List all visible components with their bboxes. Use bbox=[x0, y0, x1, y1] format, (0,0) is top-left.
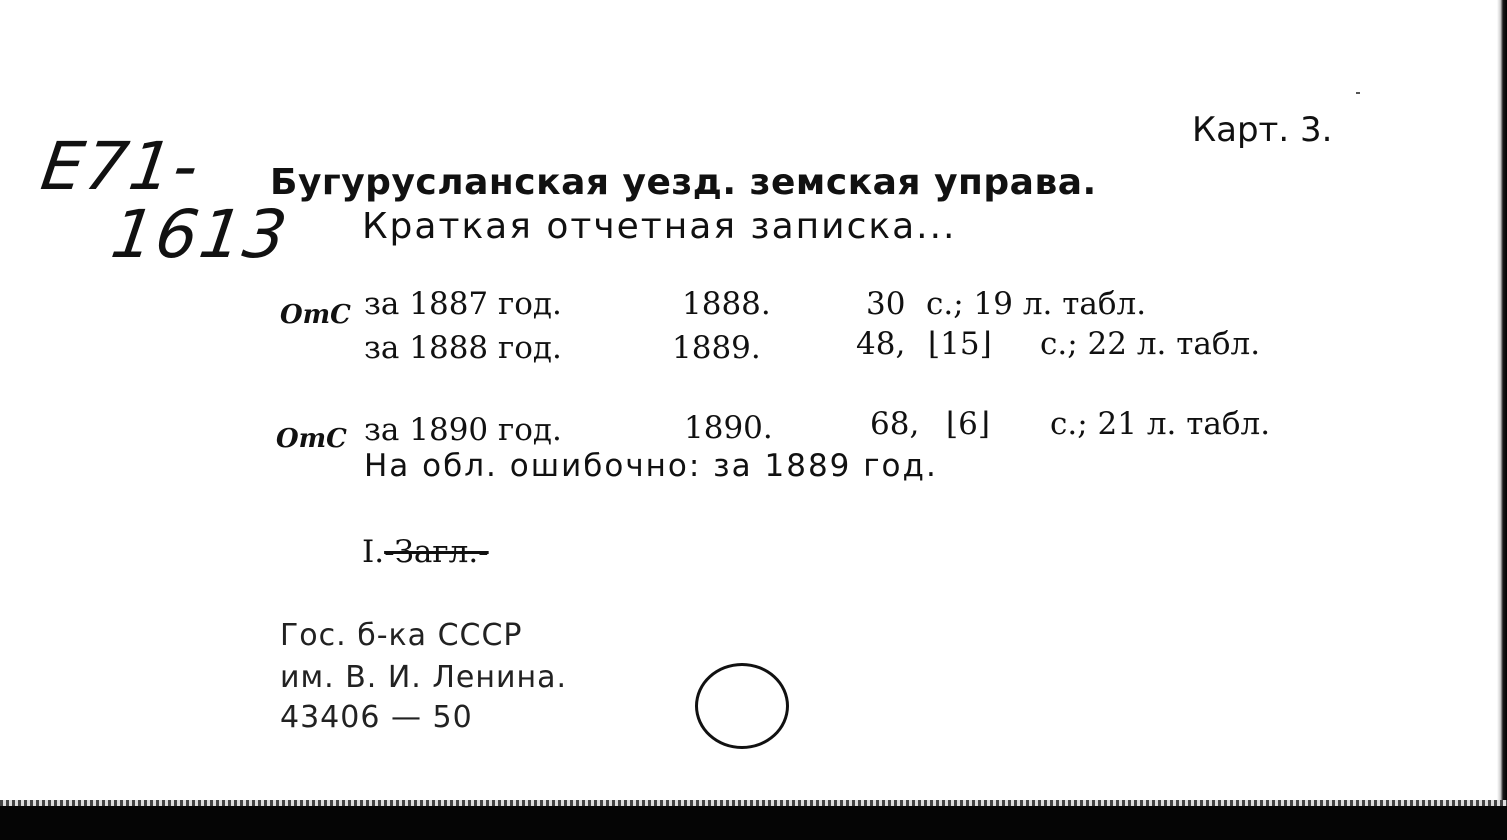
entry-1-pages: 30 bbox=[866, 286, 906, 322]
bracket-right: ⌋ bbox=[979, 326, 992, 362]
scan-edge-right bbox=[1497, 0, 1507, 840]
bracket-right: ⌋ bbox=[977, 406, 990, 442]
entry-3-extra-pages: 6 bbox=[958, 406, 978, 442]
entry-1-period: за 1887 год. bbox=[364, 286, 562, 322]
entry-3-period: за 1890 год. bbox=[364, 412, 562, 448]
section-heading bbox=[362, 534, 489, 570]
imprint-line-1: Гос. б-ка СССР bbox=[280, 618, 523, 653]
call-number-line-2: 1613 bbox=[106, 196, 294, 273]
entry-2-pages: 48, bbox=[856, 326, 906, 362]
note: На обл. ошибочно: за 1889 год. bbox=[364, 448, 938, 484]
entry-2-pages-suffix: с.; 22 л. табл. bbox=[1040, 326, 1261, 362]
imprint-line-3: 43406 — 50 bbox=[280, 700, 473, 735]
entry-3-pub-year: 1890. bbox=[684, 410, 773, 446]
bracket-left: ⌊ bbox=[928, 326, 941, 362]
bracket-left: ⌊ bbox=[946, 406, 959, 442]
entry-1-pub-year: 1888. bbox=[682, 286, 771, 322]
card-number: Карт. 3. bbox=[1192, 110, 1333, 150]
entry-2-extra-pages: 15 bbox=[940, 326, 980, 362]
entry-2-pub-year: 1889. bbox=[672, 330, 761, 366]
section-struck-text: -Загл.- bbox=[384, 534, 489, 570]
holdings-stamp-2: ОтС bbox=[276, 424, 347, 454]
card-title: Бугурусланская уезд. земская управа. bbox=[270, 162, 1097, 203]
speck bbox=[1356, 92, 1360, 94]
entry-2-period: за 1888 год. bbox=[364, 330, 562, 366]
entry-2-unnumbered-pages bbox=[928, 326, 992, 362]
entry-3-pages: 68, bbox=[870, 406, 920, 442]
scan-edge-bottom bbox=[0, 806, 1507, 840]
entry-3-unnumbered-pages bbox=[946, 406, 990, 442]
entry-1-pages-suffix: с.; 19 л. табл. bbox=[926, 286, 1147, 322]
call-number-line-1: E71- bbox=[36, 128, 205, 205]
imprint-line-2: им. В. И. Ленина. bbox=[280, 660, 568, 695]
holdings-stamp-1: ОтС bbox=[280, 300, 351, 330]
card-subtitle: Краткая отчетная записка... bbox=[362, 206, 957, 247]
section-number: I. bbox=[362, 534, 385, 570]
entry-3-pages-suffix: с.; 21 л. табл. bbox=[1050, 406, 1271, 442]
punch-hole-circle bbox=[695, 663, 789, 749]
